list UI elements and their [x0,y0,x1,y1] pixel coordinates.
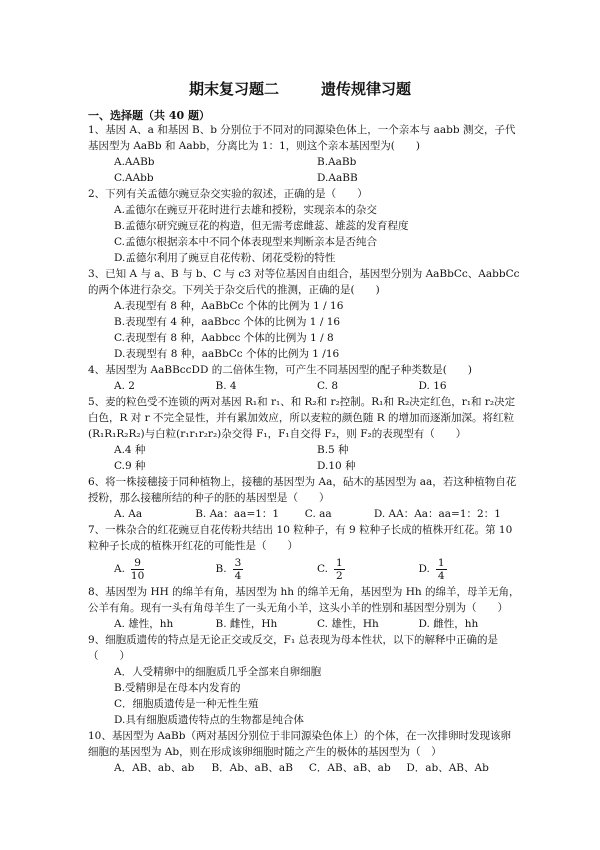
option-d: D. 雌性，hh [418,618,479,630]
question-2 [88,186,520,266]
page-title [0,78,600,99]
option-c: C．细胞质遗传是一种无性生殖 [114,698,259,710]
options [114,616,520,632]
question-1 [88,122,520,186]
numerator: 3 [234,556,242,569]
options [114,378,520,394]
option-c: C.AAbb [114,172,154,184]
question-3 [88,266,520,362]
option-d: D.具有细胞质遗传特点的生物都是纯合体 [114,714,304,726]
option-d: D.表现型有 8 种，aaBbCc 个体的比例为 1 /16 [114,348,340,360]
question-4 [88,362,520,394]
question-8 [88,584,520,632]
option-letter: B. [215,563,227,575]
option-d: D.AaBB [317,172,358,184]
option-b: B.表现型有 4 种，aaBbcc 个体的比例为 1 / 16 [114,316,341,328]
option-d: D.孟德尔利用了豌豆自花传粉、闭花受粉的特性 [114,252,336,264]
question-text: 5、麦的粒色受不连锁的两对基因 R₁和 r₁、和 R₂和 r₂控制。R₁和 R₂决定红色，r₁和 r₂决定白色，R 对 r 不完全显性，并有累加效应，所以麦粒的颜色随 R 的增加而逐渐加深。将红粒(R₁R₁R₂R₂)与白粒(r₁r₁r₂r₂)杂交得 F₁，F₁自交得 F₂，则 F₂的表现型有（ ） [88,396,516,440]
question-text: 10、基因型为 AaBb（两对基因分别位于非同源染色体上）的个体，在一次排卵时发现该卵细胞的基因型为 Ab，则在形成该卵细胞时随之产生的极体的基因型为（ ） [88,730,511,758]
option-d [419,554,521,584]
option-a: A.AABb [114,156,155,168]
denominator: 2 [336,569,343,582]
section-heading: 一、选择题（共 40 题） [88,109,210,122]
option-c: C.9 种 [114,460,146,472]
options [114,760,520,776]
option-b: B. Aa：aa=1：1 [195,508,280,520]
option-c [317,554,419,584]
numerator: 9 [131,557,144,570]
question-10 [88,728,520,776]
numerator: 1 [437,556,445,569]
option-b: B. 4 [215,380,237,392]
option-b: B.孟德尔研究豌豆花的构造，但无需考虑雌蕊、雄蕊的发育程度 [114,220,409,232]
option-letter: D. [418,563,430,575]
fraction [334,557,345,582]
fraction [233,557,244,582]
question-7 [88,522,520,584]
question-9 [88,632,520,728]
option-b: B. 雌性，Hh [215,618,278,630]
numerator: 1 [336,556,343,569]
question-6 [88,474,520,522]
option-c: C. aa [304,508,332,520]
denominator: 4 [437,569,445,582]
option-b [216,554,318,584]
options [114,664,520,728]
option-a: A．人受精卵中的细胞质几乎全部来自卵细胞 [114,666,322,678]
option-c: C. 雄性，Hh [317,618,379,630]
options [114,202,520,266]
question-text: 6、将一株接穗接于同种植物上，接穗的基因型为 Aa，砧木的基因型为 aa，若这种植物自花授粉，那么接穗所结的种子的胚的基因型是（ ） [88,476,517,504]
option-a: A. 雄性，hh [114,618,174,630]
option-a: A.孟德尔在豌豆开花时进行去雄和授粉，实现亲本的杂交 [114,204,377,216]
option-c: C.表现型有 8 种，Aabbcc 个体的比例为 1 / 8 [114,332,334,344]
option-a: A. Aa [114,508,143,520]
options [114,442,520,474]
option-c: C.孟德尔根据亲本中不同个体表现型来判断亲本是否纯合 [114,236,377,248]
option-a: A.4 种 [114,444,146,456]
options [114,554,520,584]
option-d: D. AA：Aa：aa=1：2：1 [373,508,501,520]
option-a: A. 2 [114,380,135,392]
denominator: 4 [234,569,242,582]
option-b: B.AaBb [317,156,357,168]
question-text: 9、细胞质遗传的特点是无论正交或反交，F₁ 总表现为母本性状，以下的解释中正确的是（ ） [88,634,499,662]
title-main: 期末复习题二 [188,80,279,98]
question-text: 2、下列有关孟德尔豌豆杂交实验的叙述，正确的是（ ） [88,188,368,200]
option-a: A．AB、ab、ab [114,762,195,774]
option-a: A.表现型有 8 种，AaBbCc 个体的比例为 1 / 16 [114,300,344,312]
question-text: 3、已知 A 与 a、B 与 b、C 与 c3 对等位基因自由组合，基因型分别为 AaBbCc、AabbCc 的两个体进行杂交。下列关于杂交后代的推测，正确的是( ) [88,268,520,296]
options [114,154,520,186]
fraction [131,557,144,582]
question-text: 7、一株杂合的红花豌豆自花传粉共结出 10 粒种子，有 9 粒种子长成的植株开红花。第 10 粒种子长成的植株开红花的可能性是（ ） [88,524,513,552]
options [114,298,520,362]
fraction [436,557,447,582]
option-d: D.10 种 [317,460,356,472]
question-text: 4、基因型为 AaBBccDD 的二倍体生物，可产生不同基因型的配子种类数是( ) [88,364,472,376]
denominator: 10 [130,569,145,582]
option-a [114,554,216,584]
option-b: B.5 种 [317,444,349,456]
question-5 [88,394,520,474]
question-list [88,122,520,776]
title-sub: 遗传规律习题 [321,80,412,98]
question-text: 8、基因型为 HH 的绵羊有角，基因型为 hh 的绵羊无角，基因型为 Hh 的绵羊，母羊无角，公羊有角。现有一头有角母羊生了一头无角小羊，这头小羊的性别和基因型分别为（ ） [88,586,520,614]
option-c: C. 8 [317,380,339,392]
question-text: 1、基因 A、a 和基因 B、b 分别位于不同对的同源染色体上，一个亲本与 aabb 测交，子代基因型为 AaBb 和 Aabb，分离比为 1：1，则这个亲本基因型为( ) [88,124,516,152]
option-b: B.受精卵是在母本内发育的 [114,682,241,694]
options [114,506,520,522]
option-letter: A. [114,563,125,575]
option-letter: C. [317,563,328,575]
option-d: D. 16 [418,380,447,392]
option-c: C．AB、aB、ab [308,762,391,774]
option-d: D．ab、AB、Ab [406,762,489,774]
option-b: B．Ab、aB、aB [211,762,293,774]
